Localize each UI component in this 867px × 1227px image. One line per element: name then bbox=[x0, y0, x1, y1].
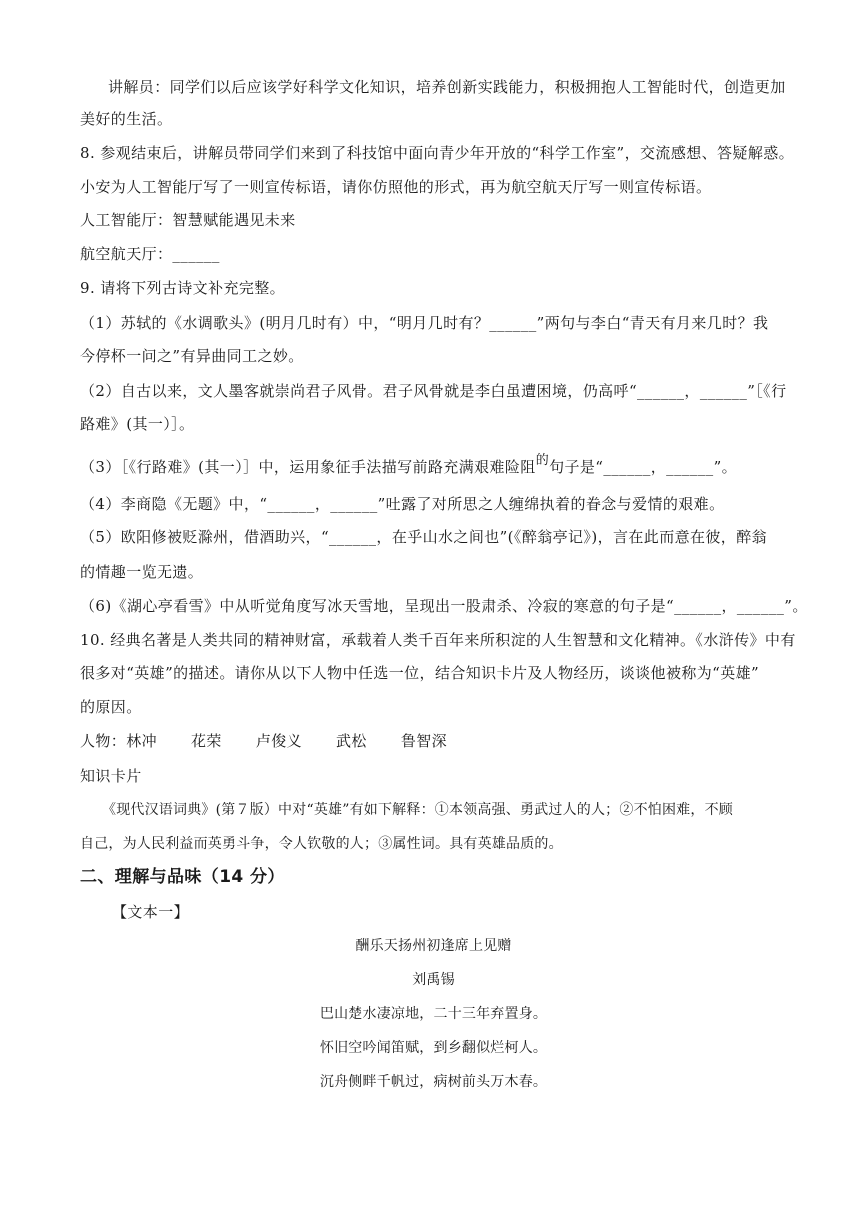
question-9-4: （4）李商隐《无题》中，“______，______”吐露了对所思之人缠绵执着的眷念与爱情的艰难。 bbox=[80, 495, 725, 513]
question-9-3-line bbox=[80, 453, 738, 479]
question-9-5-line-2: 的情趣一览无遗。 bbox=[80, 563, 204, 581]
question-9-2-line-2: 路难》(其一）］。 bbox=[80, 415, 195, 433]
person-lu-junyi: 卢俊义 bbox=[255, 732, 303, 750]
question-10-line-1: 10. 经典名著是人类共同的精神财富，承载着人类千百年来所积淀的人生智慧和文化精神。《水浒传》中有 bbox=[80, 631, 796, 649]
knowledge-card-title: 知识卡片 bbox=[80, 767, 142, 785]
question-9-3-part-1: （3）［《行路难》(其一）］中，运用象征手法描写前路充满艰难险阻 bbox=[80, 458, 536, 476]
poem-line-3: 沉舟侧畔千帆过，病树前头万木春。 bbox=[319, 1074, 548, 1090]
question-9-5-line-1: （5）欧阳修被贬滁州，借酒助兴，“______，在乎山水之间也”(《醉翁亭记》)，言在此而意在彼，醉翁 bbox=[80, 528, 767, 546]
question-9-title: 9. 请将下列古诗文补充完整。 bbox=[80, 279, 286, 297]
question-9-1-line-1: （1）苏轼的《水调歌头》(明月几时有）中，“明月几时有？______”两句与李白“青天有月来几时？我 bbox=[80, 314, 769, 332]
question-8-line-2: 小安为人工智能厅写了一则宣传标语，请你仿照他的形式，再为航空航天厅写一则宣传标语。 bbox=[80, 178, 712, 196]
question-9-2-line-1: （2）自古以来，文人墨客就崇尚君子风骨。君子风骨就是李白虽遭困境，仍高呼“______，______”［《行 bbox=[80, 382, 787, 400]
question-10-line-3: 的原因。 bbox=[80, 698, 142, 716]
knowledge-card-line-2: 自己，为人民利益而英勇斗争，令人钦敬的人；③属性词。具有英雄品质的。 bbox=[80, 836, 563, 852]
person-hua-rong: 花荣 bbox=[191, 732, 222, 750]
question-9-3-part-2: 句子是“______，______”。 bbox=[549, 458, 738, 476]
guide-speech-line-2: 美好的生活。 bbox=[80, 110, 173, 128]
question-9-3-superscript-de: 的 bbox=[535, 453, 550, 468]
knowledge-card-line-1: 《现代汉语词典》(第７版）中对“英雄”有如下解释：①本领高强、勇武过人的人；②不怕困难，不顾 bbox=[102, 802, 733, 818]
question-9-6: （6)《湖心亭看雪》中从听觉角度写冰天雪地，呈现出一股肃杀、冷寂的寒意的句子是“______，______”。 bbox=[80, 597, 808, 615]
guide-speech-line-1: 讲解员：同学们以后应该学好科学文化知识，培养创新实践能力，积极拥抱人工智能时代，创造更加 bbox=[108, 78, 786, 96]
person-lu-zhishen: 鲁智深 bbox=[400, 732, 448, 750]
section-2-heading: 二、理解与品味（14 分） bbox=[80, 867, 285, 887]
person-lin-chong: 林冲 bbox=[126, 732, 158, 750]
person-wu-song: 武松 bbox=[336, 732, 367, 750]
poem-author: 刘禹锡 bbox=[412, 972, 455, 988]
poem-title: 酬乐天扬州初逢席上见赠 bbox=[355, 938, 512, 954]
text-1-label: 【文本一】 bbox=[112, 903, 190, 921]
question-10-line-2: 很多对“英雄”的描述。请你从以下人物中任选一位，结合知识卡片及人物经历，谈谈他被称为“英雄” bbox=[80, 664, 760, 682]
question-8-line-1: 8. 参观结束后，讲解员带同学们来到了科技馆中面向青少年开放的“科学工作室”，交流感想、答疑解惑。 bbox=[80, 144, 795, 162]
poem-line-1: 巴山楚水凄凉地，二十三年弃置身。 bbox=[319, 1006, 548, 1022]
question-9-1-line-2: 今停杯一问之”有异曲同工之妙。 bbox=[80, 347, 304, 365]
persons-list bbox=[80, 731, 481, 751]
space-hall-slogan-blank: 航空航天厅：______ bbox=[80, 245, 220, 263]
ai-hall-slogan: 人工智能厅：智慧赋能遇见未来 bbox=[80, 211, 296, 229]
poem-line-2: 怀旧空吟闻笛赋，到乡翻似烂柯人。 bbox=[319, 1040, 548, 1056]
persons-label: 人物： bbox=[80, 732, 127, 750]
